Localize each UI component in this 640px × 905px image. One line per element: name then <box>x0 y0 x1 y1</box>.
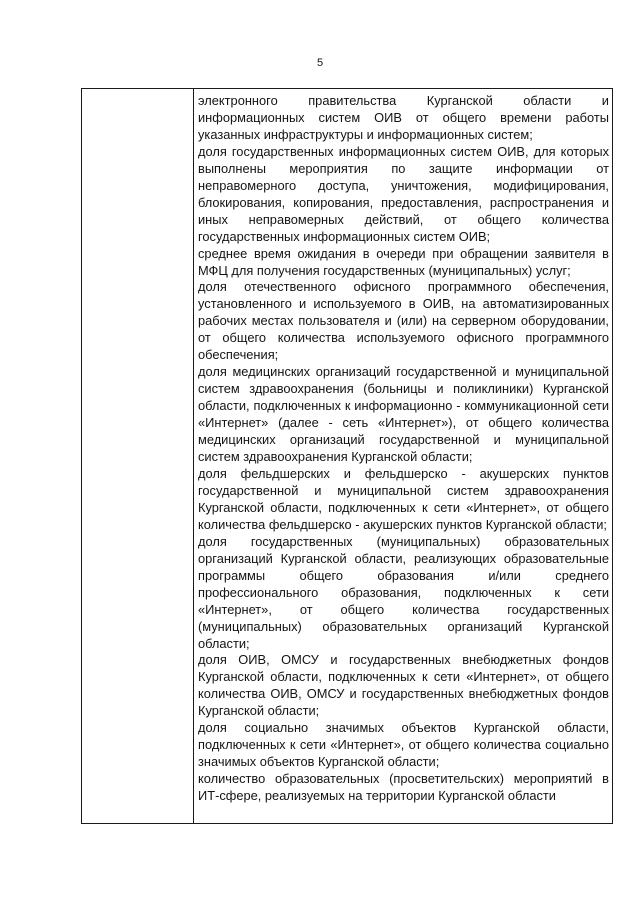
indicator-paragraph: доля государственных (муниципальных) образовательных организаций Курганской области, реализующих образовательные программы общего образования и/или среднего профессионального образования, подключенных к сети «Интернет», от общего количества государственных (муниципальных) образовательных организаций Курганской области; <box>198 533 609 651</box>
indicators-cell <box>198 93 609 821</box>
indicator-paragraph: доля медицинских организаций государственной и муниципальной систем здравоохранения (больницы и поликлиники) Курганской области, подключенных к информационно - коммуникационной сети «Интернет» (далее - сеть «Интернет»), от общего количества медицинских организаций государственной и муниципальной систем здравоохранения Курганской области; <box>198 364 609 465</box>
page-number: 5 <box>316 57 324 69</box>
indicator-paragraph: доля государственных информационных систем ОИВ, для которых выполнены мероприятия по защите информации от неправомерного доступа, уничтожения, модифицирования, блокирования, копирования, предоставления, распространения и иных неправомерных действий, от общего количества государственных информационных систем ОИВ; <box>198 143 609 244</box>
indicator-paragraph: доля ОИВ, ОМСУ и государственных внебюджетных фондов Курганской области, подключенных к сети «Интернет», от общего количества ОИВ, ОМСУ и государственных внебюджетных фондов Курганской области; <box>198 652 609 719</box>
indicator-paragraph: доля фельдшерских и фельдшерско - акушерских пунктов государственной и муниципальной систем здравоохранения Курганской области, подключенных к сети «Интернет», от общего количества фельдшерско - акушерских пунктов Курганской области; <box>198 465 609 532</box>
indicator-paragraph: электронного правительства Курганской области и информационных систем ОИВ от общего времени работы указанных инфраструктуры и информационных систем; <box>198 93 609 142</box>
column-divider <box>193 89 194 823</box>
indicator-paragraph: количество образовательных (просветительских) мероприятий в ИТ-сфере, реализуемых на территории Курганской области <box>198 771 609 804</box>
indicator-paragraph: доля отечественного офисного программного обеспечения, установленного и используемого в ОИВ, на автоматизированных рабочих местах пользователя и (или) на серверном оборудовании, от общего количества используемого офисного программного обеспечения; <box>198 279 609 363</box>
indicator-paragraph: среднее время ожидания в очереди при обращении заявителя в МФЦ для получения государственных (муниципальных) услуг; <box>198 245 609 278</box>
indicator-paragraph: доля социально значимых объектов Курганской области, подключенных к сети «Интернет», от общего количества социально значимых объектов Курганской области; <box>198 720 609 770</box>
document-table <box>81 88 613 824</box>
